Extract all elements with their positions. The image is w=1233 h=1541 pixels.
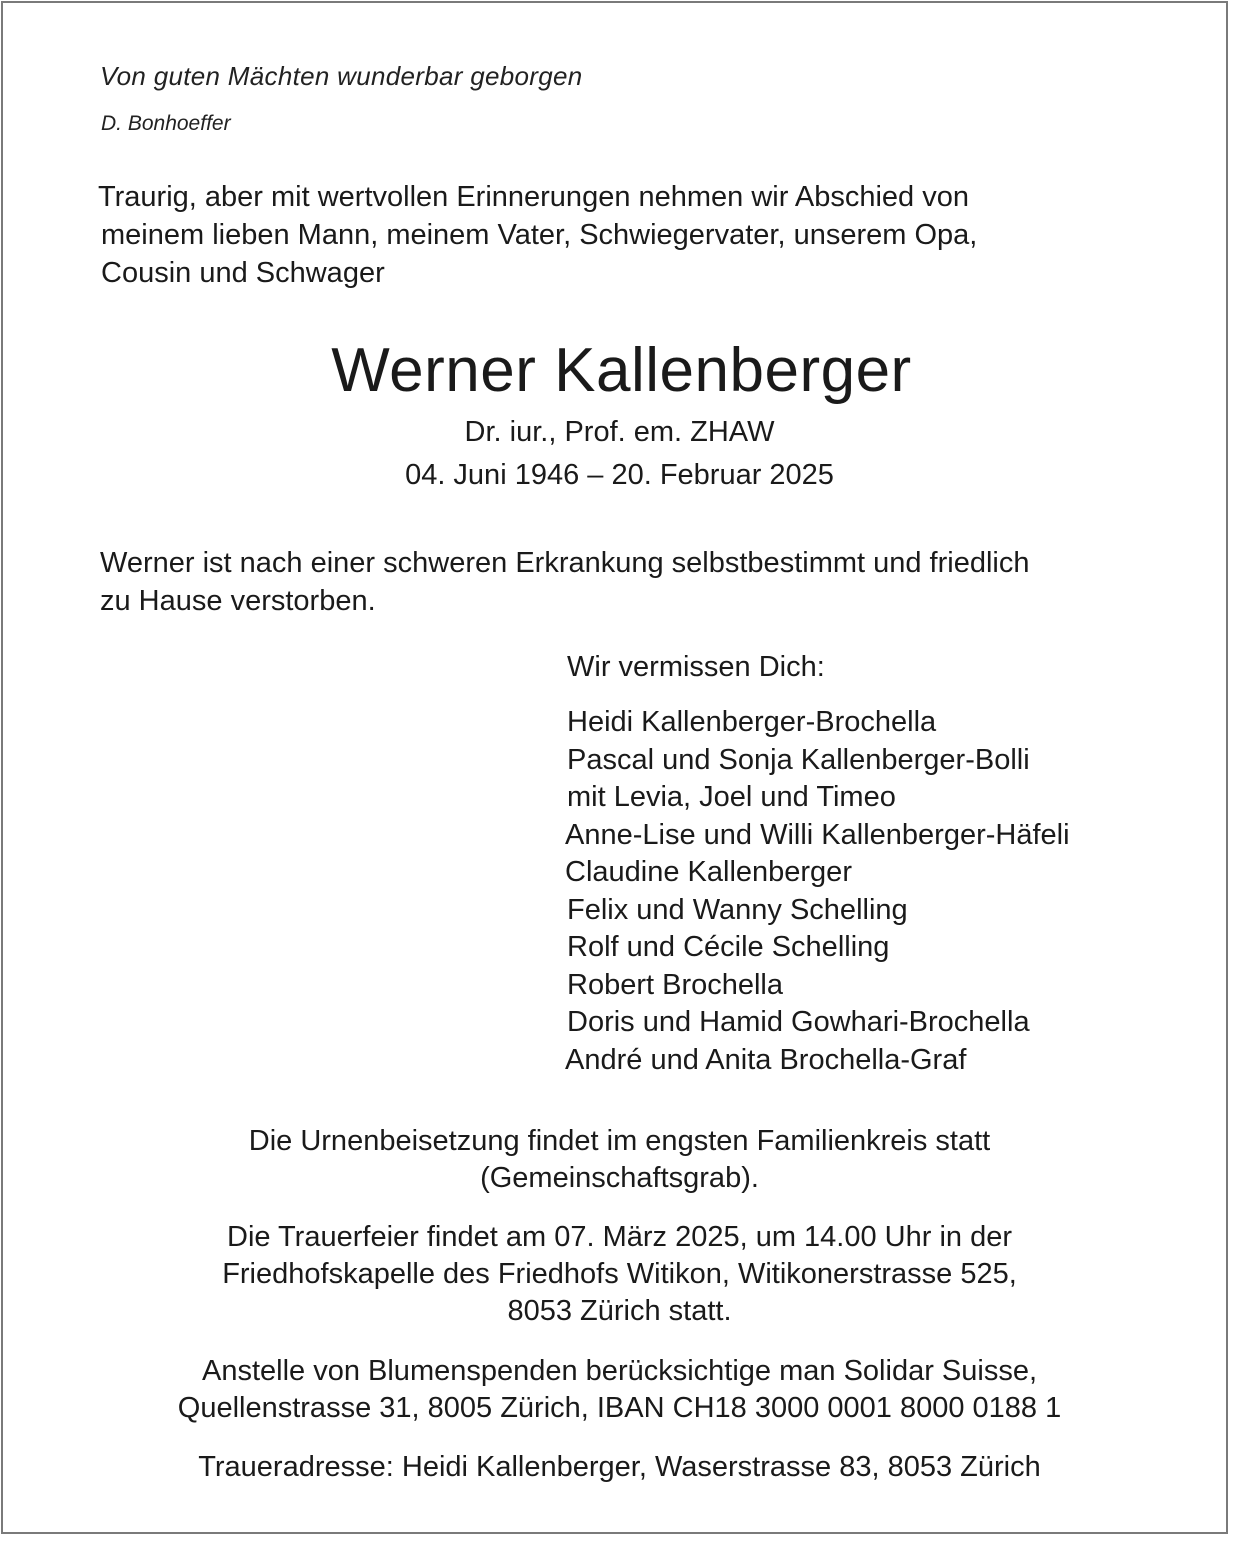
statement-line: Werner ist nach einer schweren Erkrankung selbstbestimmt und friedlich bbox=[100, 547, 1030, 579]
mourner-name: Anne-Lise und Willi Kallenberger-Häfeli bbox=[565, 818, 1070, 851]
mourner-name: Robert Brochella bbox=[567, 968, 783, 1001]
mourners-list bbox=[567, 704, 1070, 1079]
intro-text bbox=[98, 178, 1158, 292]
mourner-name: André und Anita Brochella-Graf bbox=[565, 1043, 967, 1076]
burial-line: Die Urnenbeisetzung findet im engsten Familienkreis statt bbox=[248, 1125, 991, 1157]
deceased-name: Werner Kallenberger bbox=[331, 336, 912, 405]
deceased-title: Dr. iur., Prof. em. ZHAW bbox=[464, 416, 775, 448]
motto-quote: Von guten Mächten wunderbar geborgen bbox=[100, 61, 583, 91]
address-line: Traueradresse: Heidi Kallenberger, Waserstrasse 83, 8053 Zürich bbox=[198, 1451, 1041, 1483]
mourner-name: Heidi Kallenberger-Brochella bbox=[567, 706, 937, 738]
mourning-address bbox=[3, 1449, 1233, 1486]
burial-line: (Gemeinschaftsgrab). bbox=[480, 1162, 759, 1194]
intro-line: Cousin und Schwager bbox=[101, 257, 385, 289]
service-line: Friedhofskapelle des Friedhofs Witikon, Witikonerstrasse 525, bbox=[222, 1258, 1017, 1290]
mourner-name: Claudine Kallenberger bbox=[565, 856, 852, 888]
statement-line: zu Hause verstorben. bbox=[100, 585, 376, 617]
donation-line: Anstelle von Blumenspenden berücksichtige man Solidar Suisse, bbox=[201, 1355, 1038, 1387]
service-line: 8053 Zürich statt. bbox=[507, 1295, 732, 1327]
mourners-heading: Wir vermissen Dich: bbox=[567, 651, 825, 683]
service-notice bbox=[3, 1219, 1233, 1330]
deceased-dates: 04. Juni 1946 – 20. Februar 2025 bbox=[405, 459, 834, 491]
mourner-name: Felix und Wanny Schelling bbox=[567, 893, 908, 926]
obituary-frame bbox=[1, 1, 1228, 1534]
donation-notice bbox=[3, 1353, 1233, 1427]
motto-author: D. Bonhoeffer bbox=[101, 112, 231, 135]
donation-line: Quellenstrasse 31, 8005 Zürich, IBAN CH18 3000 0001 8000 0188 1 bbox=[177, 1392, 1062, 1424]
intro-line: Traurig, aber mit wertvollen Erinnerungen nehmen wir Abschied von bbox=[98, 181, 969, 213]
mourner-name: Pascal und Sonja Kallenberger-Bolli bbox=[567, 743, 1030, 776]
mourner-name: Rolf und Cécile Schelling bbox=[567, 931, 890, 963]
burial-notice bbox=[3, 1123, 1233, 1197]
intro-line: meinem lieben Mann, meinem Vater, Schwiegervater, unserem Opa, bbox=[101, 219, 978, 251]
service-line: Die Trauerfeier findet am 07. März 2025, um 14.00 Uhr in der bbox=[227, 1221, 1012, 1253]
mourner-name: mit Levia, Joel und Timeo bbox=[567, 781, 896, 813]
statement-text bbox=[100, 544, 1160, 620]
mourner-name: Doris und Hamid Gowhari-Brochella bbox=[567, 1006, 1030, 1038]
